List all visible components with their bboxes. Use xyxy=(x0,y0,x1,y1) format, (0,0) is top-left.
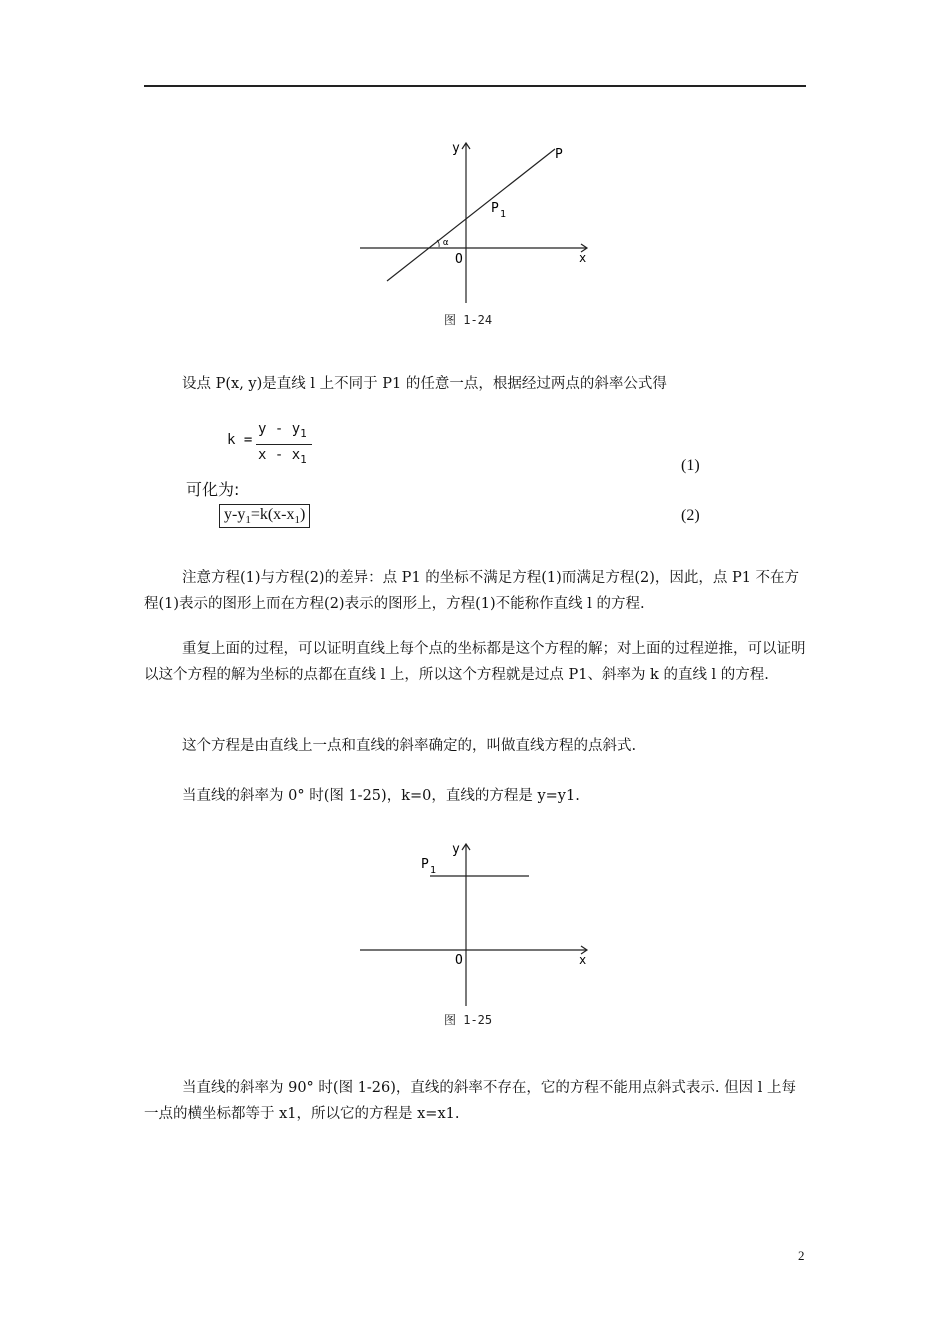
paragraph-4: 这个方程是由直线上一点和直线的斜率确定的，叫做直线方程的点斜式. xyxy=(182,738,637,754)
header-rule xyxy=(144,85,806,87)
point-p1-subscript: 1 xyxy=(430,865,437,876)
point-p1-subscript: 1 xyxy=(500,209,507,220)
formula-1-numerator: y - $y_1$ xyxy=(258,421,307,440)
equation-number-2: (2) xyxy=(681,507,700,524)
point-p1-label: P xyxy=(491,201,499,216)
formula-1-fraction-bar xyxy=(256,444,312,445)
paragraph-1-text: 设点 P(x, y)是直线 l 上不同于 P1 的任意一点，根据经过两点的斜率公式得 xyxy=(182,376,667,392)
page-number: 2 xyxy=(798,1248,805,1263)
origin-label: O xyxy=(455,953,463,968)
formula-1-lhs: k = xyxy=(227,432,253,448)
paragraph-5: 当直线的斜率为 0° 时(图 1-25)，k=0，直线的方程是 y=y1. xyxy=(182,788,580,804)
figure-1-25-graph xyxy=(355,836,605,1011)
transform-label: 可化为: xyxy=(186,480,240,499)
figure-1-24-caption: 图 1-24 xyxy=(444,313,493,327)
figure-1-24-graph xyxy=(355,135,605,305)
point-p-label: P xyxy=(555,147,563,162)
figure-1-24 xyxy=(355,135,605,305)
paragraph-6: 当直线的斜率为 90° 时(图 1-26)，直线的斜率不存在，它的方程不能用点斜式表示. 但因 l 上每一点的横坐标都等于 x1，所以它的方程是 x=x1. xyxy=(144,1080,796,1122)
paragraph-1 xyxy=(144,371,808,397)
angle-label: α xyxy=(443,238,449,248)
figure-1-25-caption: 图 1-25 xyxy=(444,1013,493,1027)
y-axis-label: y xyxy=(452,141,460,156)
equation-number-1: (1) xyxy=(681,457,700,474)
formula-1-denominator: x - $x_1$ xyxy=(258,447,307,466)
paragraph-3: 重复上面的过程，可以证明直线上每个点的坐标都是这个方程的解；对上面的过程逆推，可以证明以这个方程的解为坐标的点都在直线 l 上，所以这个方程就是过点 P1、斜率为 k 的直线 l 的方程. xyxy=(144,641,806,683)
x-axis-label: x xyxy=(579,251,587,265)
line-l xyxy=(387,149,555,281)
y-axis-label: y xyxy=(452,842,460,857)
angle-arc xyxy=(437,240,439,247)
point-p1-label: P xyxy=(421,857,429,872)
x-axis-label: x xyxy=(579,953,587,967)
formula-2-box: $y-y_1=k(x-x_1)$ xyxy=(219,504,310,528)
origin-label: O xyxy=(455,252,463,267)
paragraph-2: 注意方程(1)与方程(2)的差异：点 P1 的坐标不满足方程(1)而满足方程(2)，因此，点 P1 不在方程(1)表示的图形上而在方程(2)表示的图形上，方程(1)不能称作直线 l 的方程. xyxy=(144,570,800,612)
figure-1-25 xyxy=(355,836,605,1011)
